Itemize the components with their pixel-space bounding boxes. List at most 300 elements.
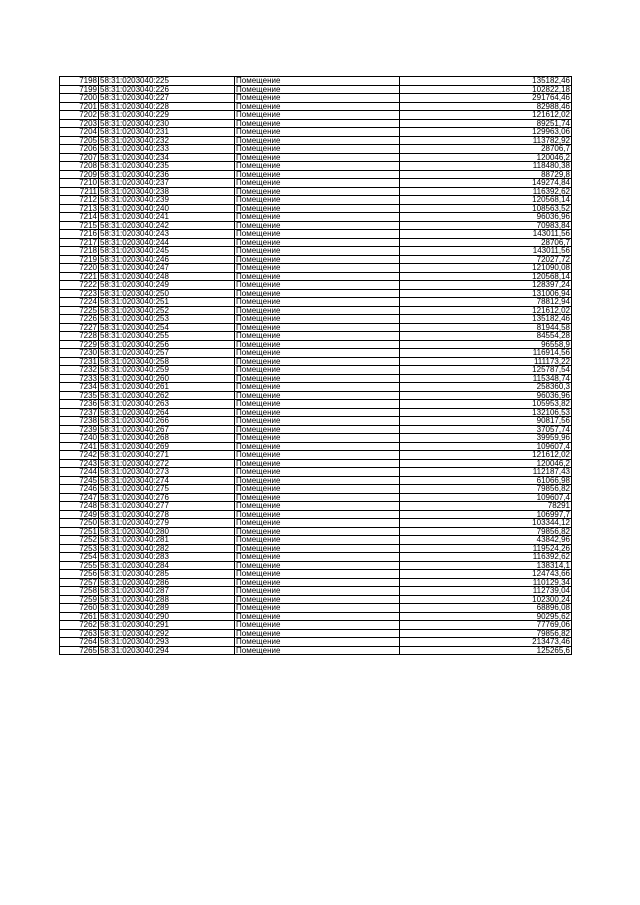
cadastral-number-cell: 58:31:0203040:237 [99,179,235,188]
object-type-cell: Помещение [235,544,400,553]
object-type-cell: Помещение [235,153,400,162]
row-number-cell: 7246 [60,485,99,494]
cadastral-value-cell: 129963,06 [400,128,572,137]
cadastral-number-cell: 58:31:0203040:236 [99,170,235,179]
object-type-cell: Помещение [235,77,400,86]
row-number-cell: 7248 [60,502,99,511]
object-type-cell: Помещение [235,612,400,621]
table-row [60,502,572,511]
cadastral-value-cell: 79856,82 [400,629,572,638]
cadastral-value-cell: 120568,14 [400,272,572,281]
row-number-cell: 7232 [60,366,99,375]
table-row [60,153,572,162]
row-number-cell: 7215 [60,221,99,230]
cadastral-number-cell: 58:31:0203040:261 [99,383,235,392]
row-number-cell: 7264 [60,638,99,647]
cadastral-value-cell: 109607,4 [400,493,572,502]
table-row [60,485,572,494]
cadastral-number-cell: 58:31:0203040:256 [99,340,235,349]
object-type-cell: Помещение [235,281,400,290]
object-type-cell: Помещение [235,383,400,392]
row-number-cell: 7258 [60,587,99,596]
cadastral-number-cell: 58:31:0203040:258 [99,357,235,366]
object-type-cell: Помещение [235,442,400,451]
cadastral-value-cell: 79856,82 [400,485,572,494]
table-row [60,417,572,426]
object-type-cell: Помещение [235,289,400,298]
cadastral-number-cell: 58:31:0203040:281 [99,536,235,545]
object-type-cell: Помещение [235,170,400,179]
cadastral-number-cell: 58:31:0203040:230 [99,119,235,128]
table-row [60,77,572,86]
row-number-cell: 7239 [60,425,99,434]
cadastral-number-cell: 58:31:0203040:225 [99,77,235,86]
table-row [60,621,572,630]
row-number-cell: 7220 [60,264,99,273]
cadastral-number-cell: 58:31:0203040:257 [99,349,235,358]
table-row [60,425,572,434]
cadastral-number-cell: 58:31:0203040:241 [99,213,235,222]
cadastral-number-cell: 58:31:0203040:278 [99,510,235,519]
row-number-cell: 7214 [60,213,99,222]
object-type-cell: Помещение [235,332,400,341]
object-type-cell: Помещение [235,85,400,94]
property-table-body [60,77,572,655]
cadastral-value-cell: 115348,74 [400,374,572,383]
cadastral-value-cell: 121090,08 [400,264,572,273]
cadastral-number-cell: 58:31:0203040:283 [99,553,235,562]
cadastral-number-cell: 58:31:0203040:253 [99,315,235,324]
object-type-cell: Помещение [235,485,400,494]
table-row [60,493,572,502]
object-type-cell: Помещение [235,357,400,366]
table-row [60,196,572,205]
cadastral-value-cell: 143011,56 [400,247,572,256]
cadastral-value-cell: 88729,8 [400,170,572,179]
object-type-cell: Помещение [235,119,400,128]
object-type-cell: Помещение [235,553,400,562]
row-number-cell: 7260 [60,604,99,613]
row-number-cell: 7261 [60,612,99,621]
cadastral-number-cell: 58:31:0203040:285 [99,570,235,579]
object-type-cell: Помещение [235,230,400,239]
object-type-cell: Помещение [235,595,400,604]
table-row [60,570,572,579]
table-row [60,102,572,111]
cadastral-number-cell: 58:31:0203040:233 [99,145,235,154]
cadastral-value-cell: 108563,52 [400,204,572,213]
cadastral-value-cell: 131006,94 [400,289,572,298]
cadastral-value-cell: 82988,46 [400,102,572,111]
table-row [60,374,572,383]
object-type-cell: Помещение [235,408,400,417]
object-type-cell: Помещение [235,187,400,196]
row-number-cell: 7250 [60,519,99,528]
object-type-cell: Помещение [235,306,400,315]
cadastral-value-cell: 112187,43 [400,468,572,477]
table-row [60,459,572,468]
row-number-cell: 7259 [60,595,99,604]
object-type-cell: Помещение [235,213,400,222]
cadastral-value-cell: 143011,56 [400,230,572,239]
object-type-cell: Помещение [235,391,400,400]
table-row [60,315,572,324]
row-number-cell: 7218 [60,247,99,256]
object-type-cell: Помещение [235,400,400,409]
row-number-cell: 7244 [60,468,99,477]
cadastral-value-cell: 124743,66 [400,570,572,579]
table-row [60,544,572,553]
cadastral-number-cell: 58:31:0203040:254 [99,323,235,332]
cadastral-number-cell: 58:31:0203040:294 [99,646,235,655]
cadastral-value-cell: 121612,02 [400,451,572,460]
cadastral-value-cell: 113782,92 [400,136,572,145]
table-row [60,383,572,392]
row-number-cell: 7219 [60,255,99,264]
cadastral-value-cell: 77769,06 [400,621,572,630]
table-row [60,357,572,366]
cadastral-number-cell: 58:31:0203040:292 [99,629,235,638]
object-type-cell: Помещение [235,315,400,324]
row-number-cell: 7243 [60,459,99,468]
cadastral-number-cell: 58:31:0203040:277 [99,502,235,511]
object-type-cell: Помещение [235,179,400,188]
row-number-cell: 7223 [60,289,99,298]
table-row [60,553,572,562]
object-type-cell: Помещение [235,162,400,171]
cadastral-value-cell: 103344,12 [400,519,572,528]
object-type-cell: Помещение [235,493,400,502]
table-row [60,298,572,307]
cadastral-value-cell: 121612,02 [400,111,572,120]
object-type-cell: Помещение [235,272,400,281]
row-number-cell: 7253 [60,544,99,553]
cadastral-value-cell: 110129,34 [400,578,572,587]
object-type-cell: Помещение [235,604,400,613]
cadastral-number-cell: 58:31:0203040:267 [99,425,235,434]
row-number-cell: 7252 [60,536,99,545]
cadastral-number-cell: 58:31:0203040:239 [99,196,235,205]
cadastral-number-cell: 58:31:0203040:290 [99,612,235,621]
object-type-cell: Помещение [235,425,400,434]
cadastral-number-cell: 58:31:0203040:234 [99,153,235,162]
cadastral-number-cell: 58:31:0203040:268 [99,434,235,443]
cadastral-number-cell: 58:31:0203040:274 [99,476,235,485]
cadastral-number-cell: 58:31:0203040:232 [99,136,235,145]
row-number-cell: 7236 [60,400,99,409]
cadastral-value-cell: 125787,54 [400,366,572,375]
cadastral-value-cell: 119524,26 [400,544,572,553]
cadastral-value-cell: 112739,04 [400,587,572,596]
table-row [60,561,572,570]
row-number-cell: 7231 [60,357,99,366]
cadastral-value-cell: 120046,2 [400,459,572,468]
object-type-cell: Помещение [235,570,400,579]
cadastral-number-cell: 58:31:0203040:227 [99,94,235,103]
cadastral-number-cell: 58:31:0203040:266 [99,417,235,426]
cadastral-value-cell: 96036,96 [400,391,572,400]
cadastral-number-cell: 58:31:0203040:287 [99,587,235,596]
table-row [60,340,572,349]
table-row [60,476,572,485]
object-type-cell: Помещение [235,374,400,383]
table-row [60,578,572,587]
cadastral-value-cell: 37057,74 [400,425,572,434]
cadastral-value-cell: 213473,46 [400,638,572,647]
row-number-cell: 7234 [60,383,99,392]
object-type-cell: Помещение [235,323,400,332]
cadastral-value-cell: 116914,56 [400,349,572,358]
row-number-cell: 7206 [60,145,99,154]
cadastral-number-cell: 58:31:0203040:284 [99,561,235,570]
cadastral-number-cell: 58:31:0203040:245 [99,247,235,256]
object-type-cell: Помещение [235,578,400,587]
cadastral-value-cell: 135182,46 [400,77,572,86]
table-row [60,349,572,358]
table-row [60,264,572,273]
table-row [60,519,572,528]
row-number-cell: 7210 [60,179,99,188]
table-row [60,289,572,298]
row-number-cell: 7263 [60,629,99,638]
cadastral-value-cell: 120046,2 [400,153,572,162]
row-number-cell: 7224 [60,298,99,307]
cadastral-value-cell: 90817,56 [400,417,572,426]
cadastral-value-cell: 89251,74 [400,119,572,128]
object-type-cell: Помещение [235,451,400,460]
object-type-cell: Помещение [235,366,400,375]
row-number-cell: 7213 [60,204,99,213]
cadastral-number-cell: 58:31:0203040:259 [99,366,235,375]
table-row [60,136,572,145]
table-row [60,587,572,596]
cadastral-number-cell: 58:31:0203040:289 [99,604,235,613]
object-type-cell: Помещение [235,94,400,103]
table-row [60,247,572,256]
cadastral-number-cell: 58:31:0203040:231 [99,128,235,137]
row-number-cell: 7255 [60,561,99,570]
cadastral-number-cell: 58:31:0203040:229 [99,111,235,120]
row-number-cell: 7233 [60,374,99,383]
table-row [60,604,572,613]
row-number-cell: 7211 [60,187,99,196]
object-type-cell: Помещение [235,536,400,545]
cadastral-value-cell: 102300,24 [400,595,572,604]
row-number-cell: 7235 [60,391,99,400]
cadastral-value-cell: 72027,72 [400,255,572,264]
cadastral-value-cell: 78291 [400,502,572,511]
object-type-cell: Помещение [235,459,400,468]
cadastral-value-cell: 109607,4 [400,442,572,451]
cadastral-value-cell: 132106,53 [400,408,572,417]
row-number-cell: 7216 [60,230,99,239]
object-type-cell: Помещение [235,510,400,519]
object-type-cell: Помещение [235,349,400,358]
table-row [60,629,572,638]
row-number-cell: 7208 [60,162,99,171]
cadastral-number-cell: 58:31:0203040:246 [99,255,235,264]
cadastral-value-cell: 121612,02 [400,306,572,315]
cadastral-value-cell: 128397,24 [400,281,572,290]
cadastral-number-cell: 58:31:0203040:264 [99,408,235,417]
cadastral-value-cell: 116392,62 [400,553,572,562]
table-row [60,638,572,647]
cadastral-number-cell: 58:31:0203040:273 [99,468,235,477]
row-number-cell: 7249 [60,510,99,519]
object-type-cell: Помещение [235,102,400,111]
cadastral-value-cell: 61066,98 [400,476,572,485]
object-type-cell: Помещение [235,434,400,443]
row-number-cell: 7256 [60,570,99,579]
row-number-cell: 7241 [60,442,99,451]
row-number-cell: 7225 [60,306,99,315]
table-row [60,162,572,171]
table-row [60,230,572,239]
cadastral-number-cell: 58:31:0203040:244 [99,238,235,247]
row-number-cell: 7199 [60,85,99,94]
object-type-cell: Помещение [235,502,400,511]
cadastral-number-cell: 58:31:0203040:235 [99,162,235,171]
cadastral-value-cell: 135182,46 [400,315,572,324]
row-number-cell: 7207 [60,153,99,162]
cadastral-number-cell: 58:31:0203040:276 [99,493,235,502]
row-number-cell: 7238 [60,417,99,426]
table-row [60,221,572,230]
cadastral-number-cell: 58:31:0203040:288 [99,595,235,604]
cadastral-number-cell: 58:31:0203040:280 [99,527,235,536]
table-row [60,204,572,213]
row-number-cell: 7245 [60,476,99,485]
row-number-cell: 7221 [60,272,99,281]
cadastral-value-cell: 28706,7 [400,238,572,247]
table-row [60,646,572,655]
table-row [60,366,572,375]
object-type-cell: Помещение [235,638,400,647]
cadastral-number-cell: 58:31:0203040:286 [99,578,235,587]
property-table [59,76,572,655]
cadastral-number-cell: 58:31:0203040:250 [99,289,235,298]
object-type-cell: Помещение [235,221,400,230]
table-row [60,128,572,137]
row-number-cell: 7247 [60,493,99,502]
row-number-cell: 7251 [60,527,99,536]
row-number-cell: 7237 [60,408,99,417]
cadastral-number-cell: 58:31:0203040:263 [99,400,235,409]
cadastral-value-cell: 111173,22 [400,357,572,366]
table-row [60,170,572,179]
row-number-cell: 7228 [60,332,99,341]
row-number-cell: 7203 [60,119,99,128]
row-number-cell: 7204 [60,128,99,137]
table-row [60,272,572,281]
cadastral-number-cell: 58:31:0203040:249 [99,281,235,290]
cadastral-number-cell: 58:31:0203040:272 [99,459,235,468]
cadastral-value-cell: 78812,94 [400,298,572,307]
table-row [60,94,572,103]
table-row [60,400,572,409]
row-number-cell: 7205 [60,136,99,145]
object-type-cell: Помещение [235,629,400,638]
cadastral-value-cell: 118480,38 [400,162,572,171]
row-number-cell: 7226 [60,315,99,324]
cadastral-value-cell: 43842,96 [400,536,572,545]
row-number-cell: 7262 [60,621,99,630]
cadastral-value-cell: 84554,28 [400,332,572,341]
cadastral-number-cell: 58:31:0203040:262 [99,391,235,400]
row-number-cell: 7202 [60,111,99,120]
object-type-cell: Помещение [235,204,400,213]
object-type-cell: Помещение [235,561,400,570]
cadastral-value-cell: 149274,84 [400,179,572,188]
table-row [60,536,572,545]
object-type-cell: Помещение [235,646,400,655]
table-row [60,408,572,417]
table-row [60,332,572,341]
cadastral-value-cell: 96036,96 [400,213,572,222]
object-type-cell: Помещение [235,527,400,536]
row-number-cell: 7198 [60,77,99,86]
table-row [60,323,572,332]
row-number-cell: 7201 [60,102,99,111]
table-row [60,527,572,536]
row-number-cell: 7242 [60,451,99,460]
cadastral-number-cell: 58:31:0203040:275 [99,485,235,494]
object-type-cell: Помещение [235,238,400,247]
table-row [60,238,572,247]
row-number-cell: 7217 [60,238,99,247]
object-type-cell: Помещение [235,128,400,137]
object-type-cell: Помещение [235,264,400,273]
cadastral-value-cell: 39959,96 [400,434,572,443]
row-number-cell: 7257 [60,578,99,587]
row-number-cell: 7227 [60,323,99,332]
cadastral-value-cell: 291764,46 [400,94,572,103]
cadastral-number-cell: 58:31:0203040:251 [99,298,235,307]
cadastral-value-cell: 79856,82 [400,527,572,536]
table-row [60,434,572,443]
row-number-cell: 7212 [60,196,99,205]
object-type-cell: Помещение [235,476,400,485]
cadastral-value-cell: 125265,6 [400,646,572,655]
object-type-cell: Помещение [235,298,400,307]
cadastral-number-cell: 58:31:0203040:228 [99,102,235,111]
cadastral-value-cell: 28706,7 [400,145,572,154]
object-type-cell: Помещение [235,587,400,596]
cadastral-value-cell: 102822,18 [400,85,572,94]
table-row [60,119,572,128]
table-row [60,145,572,154]
cadastral-value-cell: 120568,14 [400,196,572,205]
row-number-cell: 7229 [60,340,99,349]
table-row [60,179,572,188]
cadastral-number-cell: 58:31:0203040:282 [99,544,235,553]
cadastral-number-cell: 58:31:0203040:240 [99,204,235,213]
cadastral-value-cell: 138314,1 [400,561,572,570]
table-row [60,595,572,604]
cadastral-value-cell: 106997,7 [400,510,572,519]
row-number-cell: 7254 [60,553,99,562]
cadastral-number-cell: 58:31:0203040:243 [99,230,235,239]
object-type-cell: Помещение [235,468,400,477]
table-row [60,612,572,621]
object-type-cell: Помещение [235,111,400,120]
table-row [60,85,572,94]
cadastral-value-cell: 90295,62 [400,612,572,621]
cadastral-number-cell: 58:31:0203040:247 [99,264,235,273]
cadastral-value-cell: 96558,9 [400,340,572,349]
table-row [60,213,572,222]
cadastral-value-cell: 258360,3 [400,383,572,392]
